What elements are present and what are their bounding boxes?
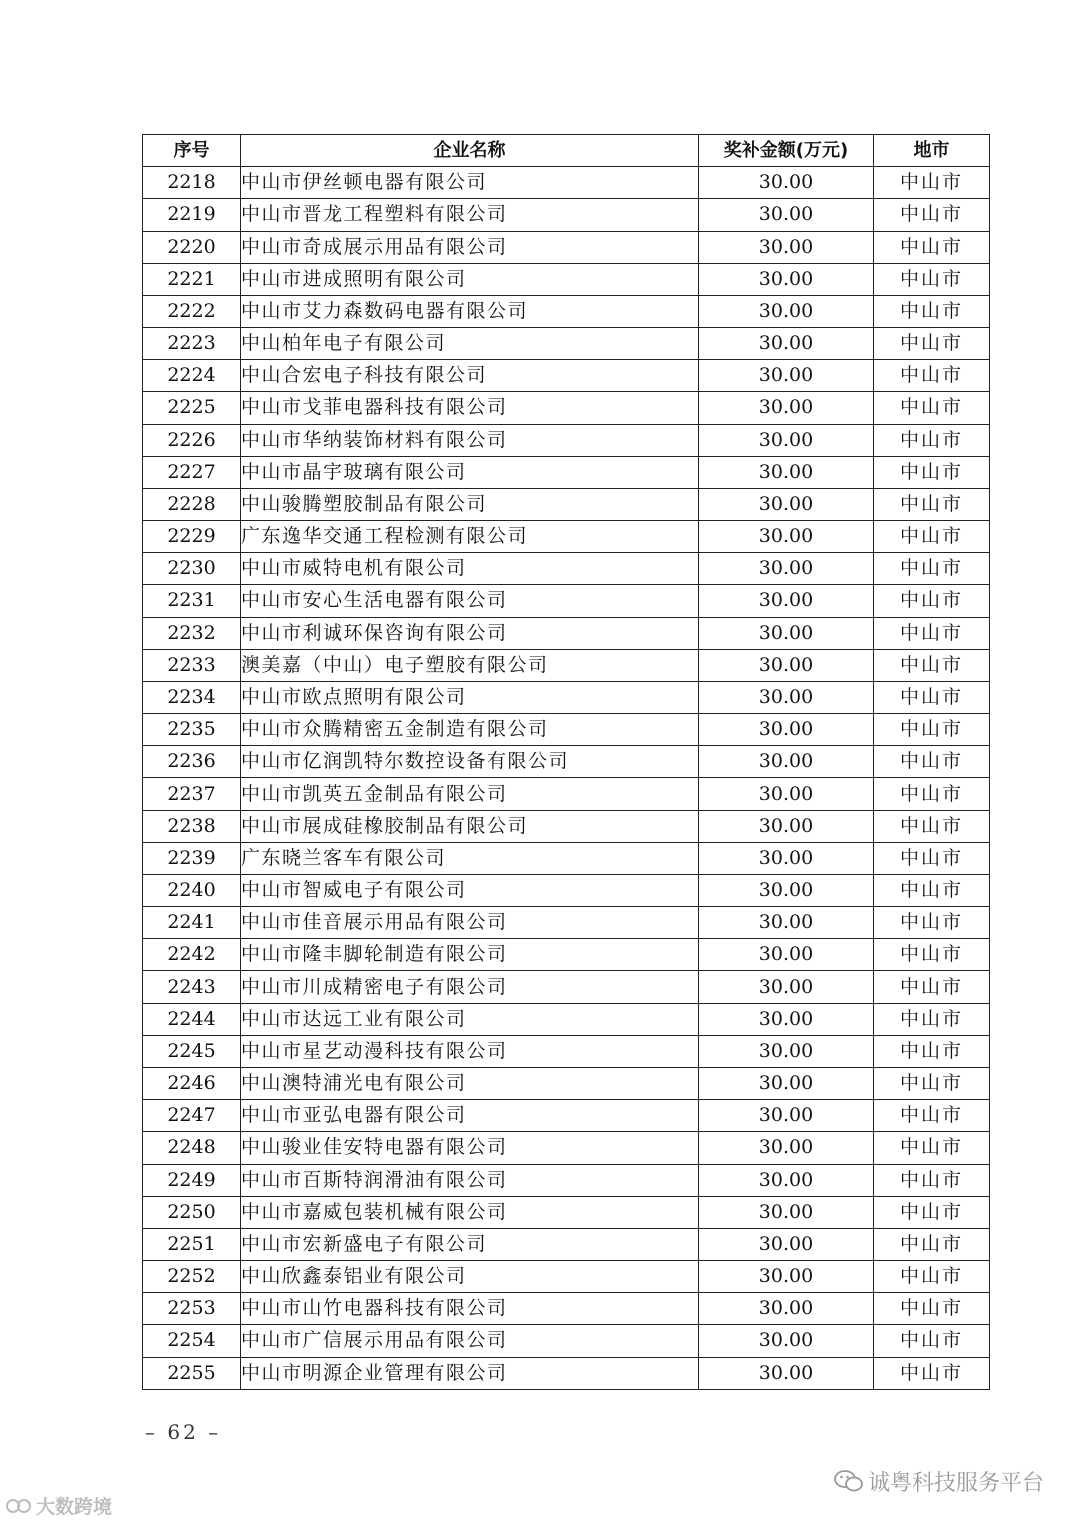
table-row <box>143 521 990 553</box>
subsidy-amount-cell: 30.00 <box>699 360 874 392</box>
table-row <box>143 714 990 746</box>
table-row <box>143 456 990 488</box>
company-name-cell: 中山市广信展示用品有限公司 <box>241 1325 699 1357</box>
city-cell: 中山市 <box>874 295 990 327</box>
serial-no-cell: 2243 <box>143 971 241 1003</box>
table-row <box>143 585 990 617</box>
subsidy-amount-cell: 30.00 <box>699 1003 874 1035</box>
table-row <box>143 1132 990 1164</box>
table-row <box>143 328 990 360</box>
table-row <box>143 295 990 327</box>
table-row <box>143 199 990 231</box>
company-name-cell: 中山市凯英五金制品有限公司 <box>241 778 699 810</box>
serial-no-cell: 2245 <box>143 1035 241 1067</box>
subsidy-amount-cell: 30.00 <box>699 1261 874 1293</box>
table-row <box>143 617 990 649</box>
company-name-cell: 广东逸华交通工程检测有限公司 <box>241 521 699 553</box>
serial-no-cell: 2230 <box>143 553 241 585</box>
subsidy-amount-cell: 30.00 <box>699 810 874 842</box>
city-cell: 中山市 <box>874 810 990 842</box>
subsidy-amount-cell: 30.00 <box>699 392 874 424</box>
city-cell: 中山市 <box>874 1067 990 1099</box>
serial-no-cell: 2254 <box>143 1325 241 1357</box>
company-name-cell: 中山市戈菲电器科技有限公司 <box>241 392 699 424</box>
company-name-cell: 中山市宏新盛电子有限公司 <box>241 1228 699 1260</box>
header-company-name: 企业名称 <box>241 135 699 167</box>
watermark-right <box>834 1466 1044 1499</box>
city-cell: 中山市 <box>874 1003 990 1035</box>
table-row <box>143 1261 990 1293</box>
serial-no-cell: 2238 <box>143 810 241 842</box>
company-name-cell: 中山市达远工业有限公司 <box>241 1003 699 1035</box>
city-cell: 中山市 <box>874 424 990 456</box>
serial-no-cell: 2239 <box>143 842 241 874</box>
table-row <box>143 778 990 810</box>
table-row <box>143 167 990 199</box>
subsidy-amount-cell: 30.00 <box>699 874 874 906</box>
subsidy-amount-cell: 30.00 <box>699 1100 874 1132</box>
table-row <box>143 1067 990 1099</box>
company-name-cell: 中山澳特浦光电有限公司 <box>241 1067 699 1099</box>
city-cell: 中山市 <box>874 681 990 713</box>
city-cell: 中山市 <box>874 521 990 553</box>
city-cell: 中山市 <box>874 778 990 810</box>
city-cell: 中山市 <box>874 1132 990 1164</box>
city-cell: 中山市 <box>874 1325 990 1357</box>
company-name-cell: 中山市晋龙工程塑料有限公司 <box>241 199 699 231</box>
table-row <box>143 231 990 263</box>
subsidy-amount-cell: 30.00 <box>699 488 874 520</box>
city-cell: 中山市 <box>874 456 990 488</box>
company-name-cell: 中山市星艺动漫科技有限公司 <box>241 1035 699 1067</box>
city-cell: 中山市 <box>874 167 990 199</box>
subsidy-amount-cell: 30.00 <box>699 585 874 617</box>
subsidy-amount-cell: 30.00 <box>699 1164 874 1196</box>
serial-no-cell: 2229 <box>143 521 241 553</box>
subsidy-amount-cell: 30.00 <box>699 1325 874 1357</box>
serial-no-cell: 2248 <box>143 1132 241 1164</box>
company-name-cell: 中山柏年电子有限公司 <box>241 328 699 360</box>
serial-no-cell: 2241 <box>143 907 241 939</box>
city-cell: 中山市 <box>874 971 990 1003</box>
company-name-cell: 中山市安心生活电器有限公司 <box>241 585 699 617</box>
company-name-cell: 中山欣鑫泰铝业有限公司 <box>241 1261 699 1293</box>
table-row <box>143 1357 990 1389</box>
serial-no-cell: 2224 <box>143 360 241 392</box>
city-cell: 中山市 <box>874 617 990 649</box>
serial-no-cell: 2247 <box>143 1100 241 1132</box>
header-city: 地市 <box>874 135 990 167</box>
city-cell: 中山市 <box>874 1164 990 1196</box>
company-name-cell: 澳美嘉（中山）电子塑胶有限公司 <box>241 649 699 681</box>
company-name-cell: 中山市亿润凯特尔数控设备有限公司 <box>241 746 699 778</box>
city-cell: 中山市 <box>874 1035 990 1067</box>
city-cell: 中山市 <box>874 1357 990 1389</box>
subsidy-amount-cell: 30.00 <box>699 842 874 874</box>
serial-no-cell: 2225 <box>143 392 241 424</box>
serial-no-cell: 2240 <box>143 874 241 906</box>
serial-no-cell: 2233 <box>143 649 241 681</box>
table-row <box>143 939 990 971</box>
company-name-cell: 中山市明源企业管理有限公司 <box>241 1357 699 1389</box>
table-row <box>143 1325 990 1357</box>
company-name-cell: 中山市利诚环保咨询有限公司 <box>241 617 699 649</box>
company-name-cell: 中山合宏电子科技有限公司 <box>241 360 699 392</box>
table-row <box>143 424 990 456</box>
city-cell: 中山市 <box>874 939 990 971</box>
serial-no-cell: 2218 <box>143 167 241 199</box>
subsidy-amount-cell: 30.00 <box>699 553 874 585</box>
company-name-cell: 中山骏业佳安特电器有限公司 <box>241 1132 699 1164</box>
serial-no-cell: 2227 <box>143 456 241 488</box>
city-cell: 中山市 <box>874 392 990 424</box>
serial-no-cell: 2251 <box>143 1228 241 1260</box>
subsidy-amount-cell: 30.00 <box>699 649 874 681</box>
subsidy-table <box>142 134 990 1390</box>
serial-no-cell: 2220 <box>143 231 241 263</box>
subsidy-amount-cell: 30.00 <box>699 1293 874 1325</box>
company-name-cell: 中山市百斯特润滑油有限公司 <box>241 1164 699 1196</box>
city-cell: 中山市 <box>874 907 990 939</box>
company-name-cell: 中山市亚弘电器有限公司 <box>241 1100 699 1132</box>
city-cell: 中山市 <box>874 874 990 906</box>
serial-no-cell: 2231 <box>143 585 241 617</box>
company-name-cell: 中山市奇成展示用品有限公司 <box>241 231 699 263</box>
serial-no-cell: 2242 <box>143 939 241 971</box>
city-cell: 中山市 <box>874 649 990 681</box>
watermark-right-text: 诚粤科技服务平台 <box>867 1471 1044 1496</box>
table-row <box>143 392 990 424</box>
company-name-cell: 中山市智威电子有限公司 <box>241 874 699 906</box>
subsidy-amount-cell: 30.00 <box>699 1067 874 1099</box>
serial-no-cell: 2246 <box>143 1067 241 1099</box>
table-row <box>143 1003 990 1035</box>
company-name-cell: 广东晓兰客车有限公司 <box>241 842 699 874</box>
table-row <box>143 971 990 1003</box>
subsidy-amount-cell: 30.00 <box>699 1228 874 1260</box>
serial-no-cell: 2252 <box>143 1261 241 1293</box>
subsidy-amount-cell: 30.00 <box>699 971 874 1003</box>
table-row <box>143 1228 990 1260</box>
table-row <box>143 1293 990 1325</box>
subsidy-amount-cell: 30.00 <box>699 521 874 553</box>
serial-no-cell: 2255 <box>143 1357 241 1389</box>
table-row <box>143 488 990 520</box>
table-row <box>143 746 990 778</box>
table-row <box>143 1164 990 1196</box>
subsidy-amount-cell: 30.00 <box>699 295 874 327</box>
city-cell: 中山市 <box>874 1228 990 1260</box>
subsidy-amount-cell: 30.00 <box>699 328 874 360</box>
serial-no-cell: 2226 <box>143 424 241 456</box>
city-cell: 中山市 <box>874 842 990 874</box>
serial-no-cell: 2253 <box>143 1293 241 1325</box>
subsidy-amount-cell: 30.00 <box>699 1196 874 1228</box>
subsidy-amount-cell: 30.00 <box>699 1035 874 1067</box>
city-cell: 中山市 <box>874 1100 990 1132</box>
company-name-cell: 中山骏腾塑胶制品有限公司 <box>241 488 699 520</box>
table-row <box>143 360 990 392</box>
company-name-cell: 中山市山竹电器科技有限公司 <box>241 1293 699 1325</box>
table-row <box>143 842 990 874</box>
company-name-cell: 中山市隆丰脚轮制造有限公司 <box>241 939 699 971</box>
table-row <box>143 1035 990 1067</box>
subsidy-amount-cell: 30.00 <box>699 778 874 810</box>
company-name-cell: 中山市佳音展示用品有限公司 <box>241 907 699 939</box>
table-row <box>143 681 990 713</box>
city-cell: 中山市 <box>874 488 990 520</box>
city-cell: 中山市 <box>874 1261 990 1293</box>
table-row <box>143 553 990 585</box>
company-name-cell: 中山市艾力森数码电器有限公司 <box>241 295 699 327</box>
serial-no-cell: 2235 <box>143 714 241 746</box>
serial-no-cell: 2249 <box>143 1164 241 1196</box>
city-cell: 中山市 <box>874 328 990 360</box>
table-row <box>143 1100 990 1132</box>
serial-no-cell: 2250 <box>143 1196 241 1228</box>
city-cell: 中山市 <box>874 231 990 263</box>
company-name-cell: 中山市众腾精密五金制造有限公司 <box>241 714 699 746</box>
company-name-cell: 中山市展成硅橡胶制品有限公司 <box>241 810 699 842</box>
table-row <box>143 907 990 939</box>
serial-no-cell: 2219 <box>143 199 241 231</box>
city-cell: 中山市 <box>874 714 990 746</box>
subsidy-amount-cell: 30.00 <box>699 199 874 231</box>
watermark-left <box>6 1492 112 1519</box>
serial-no-cell: 2232 <box>143 617 241 649</box>
watermark-left-text: 大数跨境 <box>36 1496 113 1518</box>
city-cell: 中山市 <box>874 585 990 617</box>
city-cell: 中山市 <box>874 1293 990 1325</box>
company-name-cell: 中山市欧点照明有限公司 <box>241 681 699 713</box>
subsidy-amount-cell: 30.00 <box>699 1357 874 1389</box>
table-header-row <box>143 135 990 167</box>
subsidy-amount-cell: 30.00 <box>699 231 874 263</box>
city-cell: 中山市 <box>874 199 990 231</box>
table-row <box>143 263 990 295</box>
city-cell: 中山市 <box>874 553 990 585</box>
company-name-cell: 中山市威特电机有限公司 <box>241 553 699 585</box>
subsidy-amount-cell: 30.00 <box>699 681 874 713</box>
header-subsidy-amount: 奖补金额(万元) <box>699 135 874 167</box>
subsidy-amount-cell: 30.00 <box>699 746 874 778</box>
table-row <box>143 810 990 842</box>
serial-no-cell: 2236 <box>143 746 241 778</box>
city-cell: 中山市 <box>874 746 990 778</box>
logo-icon <box>6 1497 32 1519</box>
subsidy-amount-cell: 30.00 <box>699 263 874 295</box>
subsidy-amount-cell: 30.00 <box>699 907 874 939</box>
serial-no-cell: 2221 <box>143 263 241 295</box>
wechat-icon <box>834 1469 864 1499</box>
table-body <box>143 167 990 1390</box>
company-name-cell: 中山市川成精密电子有限公司 <box>241 971 699 1003</box>
serial-no-cell: 2237 <box>143 778 241 810</box>
serial-no-cell: 2244 <box>143 1003 241 1035</box>
subsidy-amount-cell: 30.00 <box>699 1132 874 1164</box>
subsidy-amount-cell: 30.00 <box>699 939 874 971</box>
serial-no-cell: 2223 <box>143 328 241 360</box>
subsidy-amount-cell: 30.00 <box>699 714 874 746</box>
table-row <box>143 649 990 681</box>
company-name-cell: 中山市晶宇玻璃有限公司 <box>241 456 699 488</box>
city-cell: 中山市 <box>874 1196 990 1228</box>
company-name-cell: 中山市嘉威包装机械有限公司 <box>241 1196 699 1228</box>
page-number: – 62 – <box>145 1420 222 1444</box>
company-name-cell: 中山市进成照明有限公司 <box>241 263 699 295</box>
table-row <box>143 1196 990 1228</box>
serial-no-cell: 2222 <box>143 295 241 327</box>
city-cell: 中山市 <box>874 360 990 392</box>
header-serial-no: 序号 <box>143 135 241 167</box>
subsidy-amount-cell: 30.00 <box>699 456 874 488</box>
company-name-cell: 中山市华纳装饰材料有限公司 <box>241 424 699 456</box>
serial-no-cell: 2228 <box>143 488 241 520</box>
subsidy-amount-cell: 30.00 <box>699 424 874 456</box>
subsidy-amount-cell: 30.00 <box>699 617 874 649</box>
serial-no-cell: 2234 <box>143 681 241 713</box>
subsidy-amount-cell: 30.00 <box>699 167 874 199</box>
table-row <box>143 874 990 906</box>
company-name-cell: 中山市伊丝顿电器有限公司 <box>241 167 699 199</box>
city-cell: 中山市 <box>874 263 990 295</box>
